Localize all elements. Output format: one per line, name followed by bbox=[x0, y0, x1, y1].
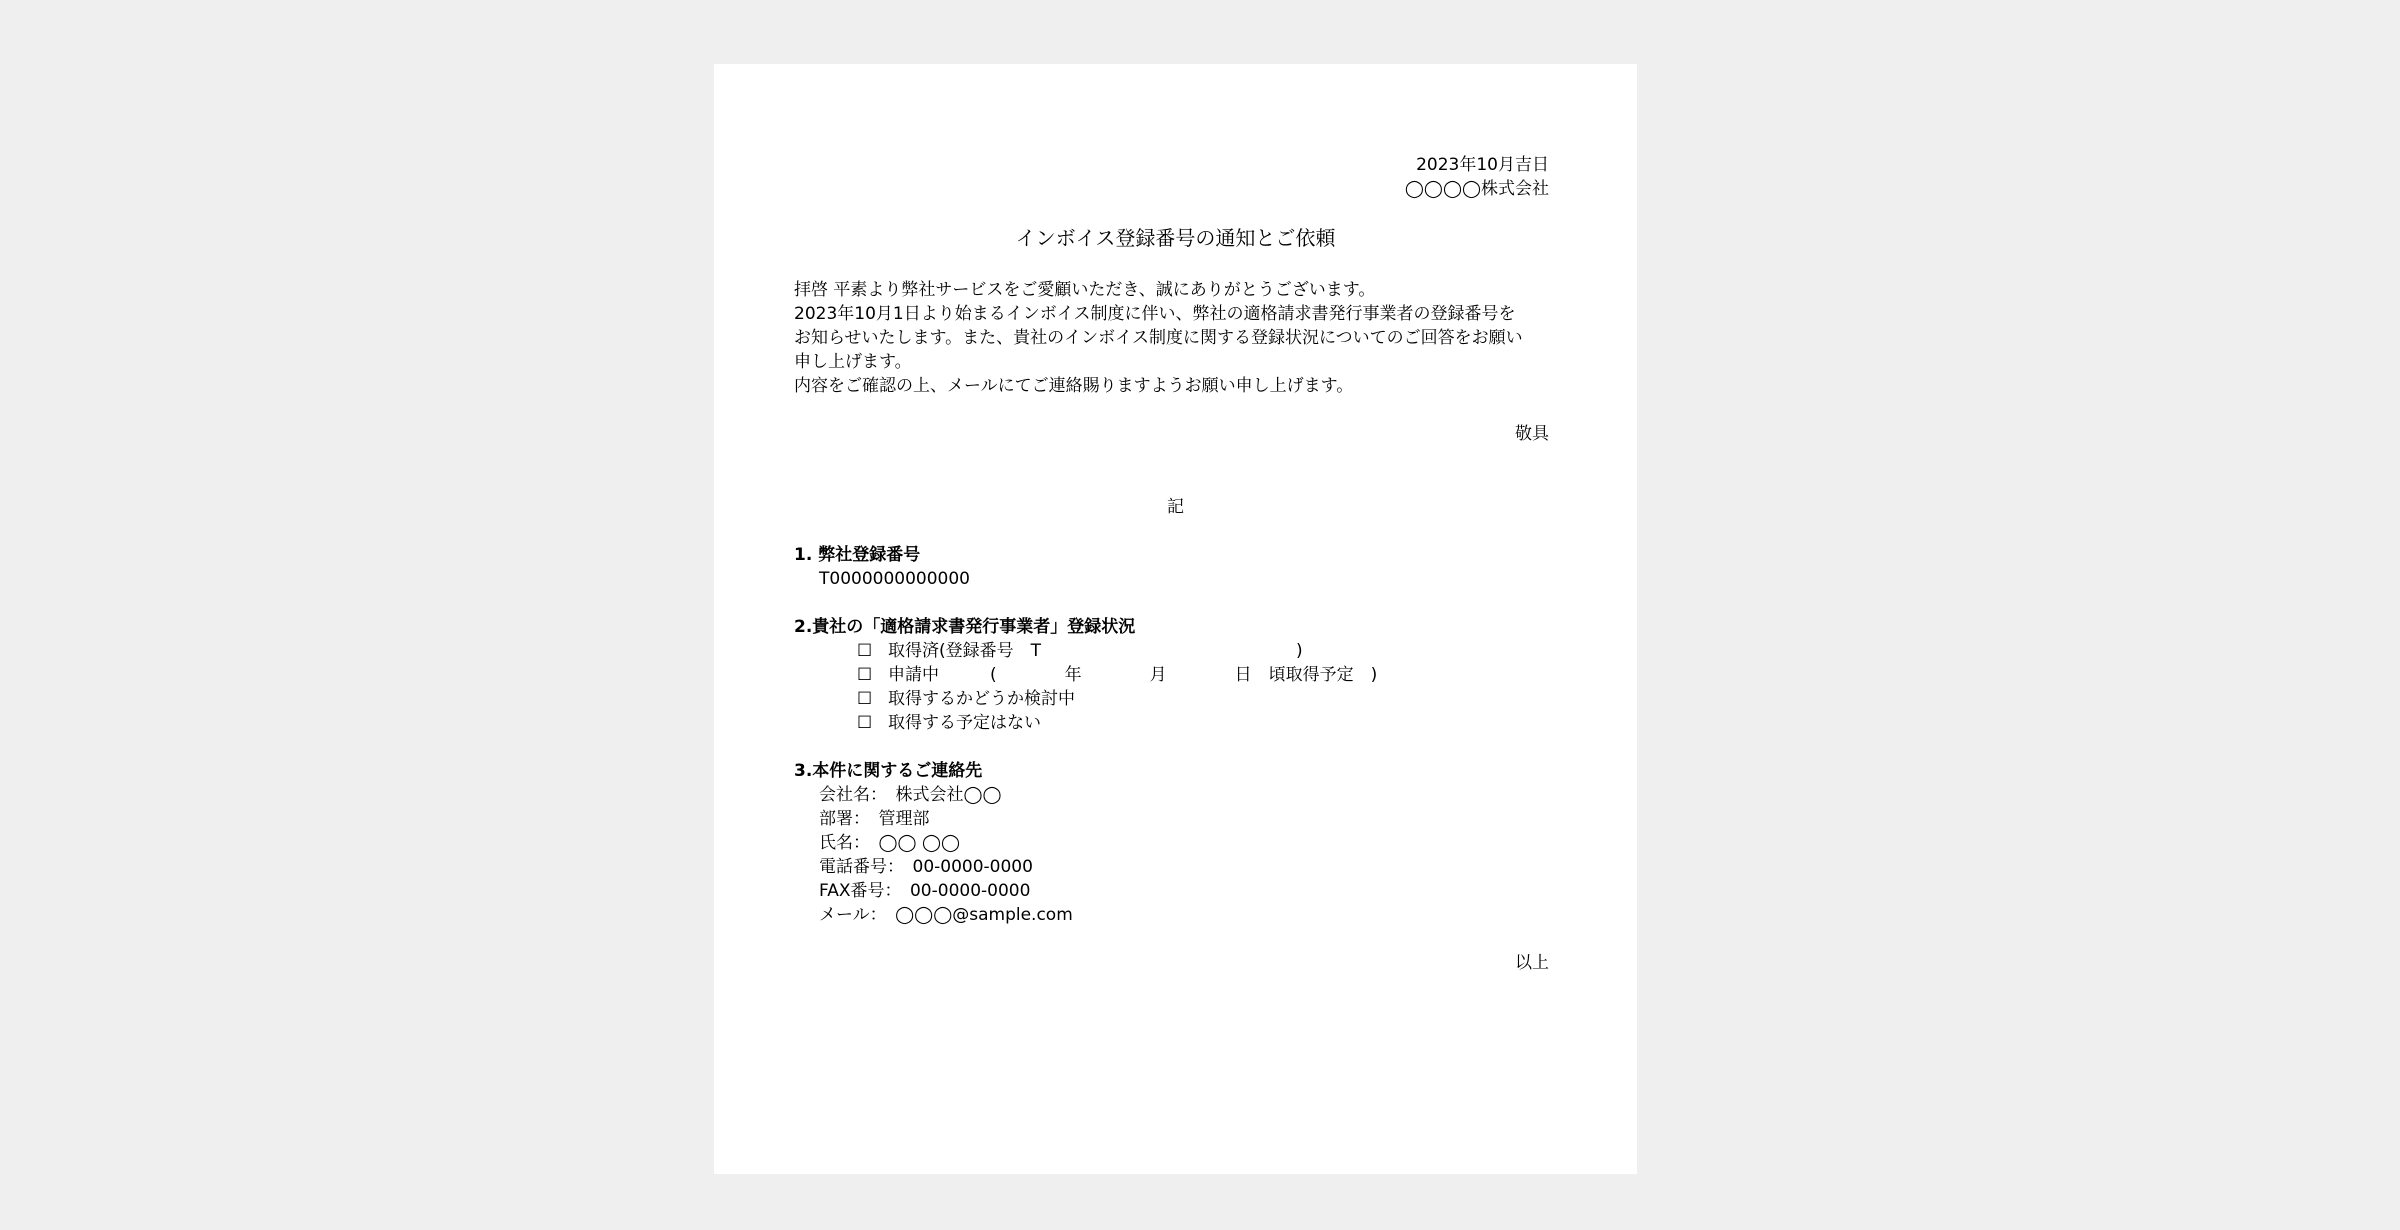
contact-department: 部署： 管理部 bbox=[819, 809, 930, 829]
checkbox-applying[interactable]: ☐ bbox=[857, 665, 873, 685]
body-line-3: お知らせいたします。また、貴社のインボイス制度に関する登録状況についてのご回答をお願い bbox=[794, 328, 1523, 348]
body-line-4: 申し上げます。 bbox=[794, 352, 912, 372]
sender-company: ◯◯◯◯株式会社 bbox=[1404, 179, 1549, 199]
contact-fax: FAX番号： 00-0000-0000 bbox=[819, 881, 1031, 901]
contact-name: 氏名： ◯◯ ◯◯ bbox=[819, 833, 961, 853]
closing-ijou: 以上 bbox=[1515, 953, 1549, 973]
option-applying: 申請中 ( 年 月 日 頃取得予定 ) bbox=[888, 665, 1378, 685]
registration-number: T0000000000000 bbox=[819, 569, 970, 589]
checkbox-considering[interactable]: ☐ bbox=[857, 689, 873, 709]
document-date: 2023年10月吉日 bbox=[1416, 155, 1549, 175]
option-no-plan: 取得する予定はない bbox=[888, 713, 1041, 733]
checkbox-no-plan[interactable]: ☐ bbox=[857, 713, 873, 733]
section-3-heading: 3.本件に関するご連絡先 bbox=[794, 761, 983, 781]
body-line-5: 内容をご確認の上、メールにてご連絡賜りますようお願い申し上げます。 bbox=[794, 376, 1354, 396]
section-1-heading: 1. 弊社登録番号 bbox=[794, 545, 921, 565]
option-considering: 取得するかどうか検討中 bbox=[888, 689, 1075, 709]
body-line-2: 2023年10月1日より始まるインボイス制度に伴い、弊社の適格請求書発行事業者の登録番号を bbox=[794, 304, 1516, 324]
option-acquired: 取得済(登録番号 T ) bbox=[888, 641, 1303, 661]
document-title: インボイス登録番号の通知とご依頼 bbox=[1015, 226, 1336, 250]
ki-heading: 記 bbox=[1167, 497, 1184, 517]
closing-keigu: 敬具 bbox=[1515, 424, 1549, 444]
contact-phone: 電話番号： 00-0000-0000 bbox=[819, 857, 1033, 877]
contact-email: メール： ◯◯◯@sample.com bbox=[819, 905, 1073, 925]
checkbox-acquired[interactable]: ☐ bbox=[857, 641, 873, 661]
section-2-heading: 2.貴社の「適格請求書発行事業者」登録状況 bbox=[794, 617, 1136, 637]
body-line-1: 拝啓 平素より弊社サービスをご愛顧いただき、誠にありがとうございます。 bbox=[794, 280, 1376, 300]
document-page bbox=[714, 64, 1637, 1174]
contact-company: 会社名： 株式会社◯◯ bbox=[819, 785, 1002, 805]
